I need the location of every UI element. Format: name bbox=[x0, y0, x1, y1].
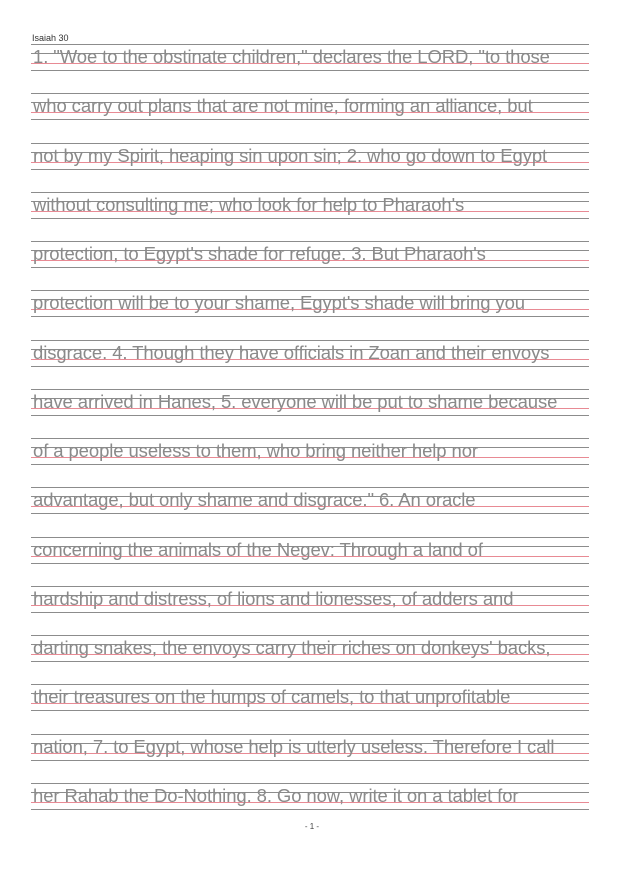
top-guide-line bbox=[31, 438, 589, 439]
descender-line bbox=[31, 809, 589, 810]
top-guide-line bbox=[31, 635, 589, 636]
practice-line bbox=[31, 192, 589, 241]
handwriting-practice-sheet bbox=[31, 44, 589, 832]
practice-line bbox=[31, 684, 589, 733]
trace-text: disgrace. 4. Though they have officials in Zoan and their envoys bbox=[33, 341, 550, 363]
top-guide-line bbox=[31, 783, 589, 784]
practice-line bbox=[31, 241, 589, 290]
descender-line bbox=[31, 415, 589, 416]
trace-text: protection will be to your shame, Egypt's shade will bring you bbox=[33, 292, 525, 314]
practice-line bbox=[31, 438, 589, 487]
descender-line bbox=[31, 169, 589, 170]
trace-text: darting snakes, the envoys carry their riches on donkeys' backs, bbox=[33, 637, 551, 658]
descender-line bbox=[31, 661, 589, 662]
descender-line bbox=[31, 119, 589, 120]
top-guide-line bbox=[31, 44, 589, 45]
descender-line bbox=[31, 267, 589, 268]
descender-line bbox=[31, 316, 589, 317]
trace-text: of a people useless to them, who bring neither help nor bbox=[33, 440, 478, 461]
page-header: Isaiah 30 bbox=[32, 33, 69, 43]
descender-line bbox=[31, 218, 589, 219]
top-guide-line bbox=[31, 487, 589, 488]
descender-line bbox=[31, 760, 589, 761]
practice-line bbox=[31, 586, 589, 635]
descender-line bbox=[31, 710, 589, 711]
top-guide-line bbox=[31, 93, 589, 94]
practice-line bbox=[31, 635, 589, 684]
top-guide-line bbox=[31, 290, 589, 291]
top-guide-line bbox=[31, 537, 589, 538]
trace-text: 1. "Woe to the obstinate children," declares the LORD, "to those bbox=[33, 46, 550, 67]
practice-line bbox=[31, 537, 589, 586]
practice-line bbox=[31, 340, 589, 389]
top-guide-line bbox=[31, 586, 589, 587]
trace-text: without consulting me; who look for help to Pharaoh's bbox=[33, 193, 465, 215]
top-guide-line bbox=[31, 734, 589, 735]
descender-line bbox=[31, 563, 589, 564]
trace-text: hardship and distress, of lions and lionesses, of adders and bbox=[33, 587, 514, 609]
practice-line bbox=[31, 44, 589, 93]
descender-line bbox=[31, 464, 589, 465]
descender-line bbox=[31, 70, 589, 71]
trace-text: nation, 7. to Egypt, whose help is utterly useless. Therefore I call bbox=[33, 735, 555, 757]
trace-text: advantage, but only shame and disgrace." 6. An oracle bbox=[33, 489, 476, 511]
top-guide-line bbox=[31, 389, 589, 390]
practice-line bbox=[31, 143, 589, 192]
practice-line bbox=[31, 734, 589, 783]
page-number: - 1 - bbox=[304, 822, 320, 831]
descender-line bbox=[31, 513, 589, 514]
top-guide-line bbox=[31, 143, 589, 144]
top-guide-line bbox=[31, 684, 589, 685]
trace-text: have arrived in Hanes, 5. everyone will be put to shame because bbox=[33, 390, 558, 412]
top-guide-line bbox=[31, 241, 589, 242]
practice-line bbox=[31, 290, 589, 339]
trace-text: her Rahab the Do-Nothing. 8. Go now, write it on a tablet for bbox=[33, 784, 519, 806]
top-guide-line bbox=[31, 192, 589, 193]
trace-text: their treasures on the humps of camels, to that unprofitable bbox=[33, 686, 511, 708]
practice-line bbox=[31, 487, 589, 536]
descender-line bbox=[31, 366, 589, 367]
practice-line bbox=[31, 389, 589, 438]
practice-line bbox=[31, 93, 589, 142]
trace-text: not by my Spirit, heaping sin upon sin; 2. who go down to Egypt bbox=[33, 144, 548, 166]
descender-line bbox=[31, 612, 589, 613]
trace-text: protection, to Egypt's shade for refuge. 3. But Pharaoh's bbox=[33, 243, 486, 264]
trace-text: who carry out plans that are not mine, forming an alliance, but bbox=[33, 95, 533, 117]
top-guide-line bbox=[31, 340, 589, 341]
trace-text: concerning the animals of the Negev: Through a land of bbox=[33, 538, 483, 560]
